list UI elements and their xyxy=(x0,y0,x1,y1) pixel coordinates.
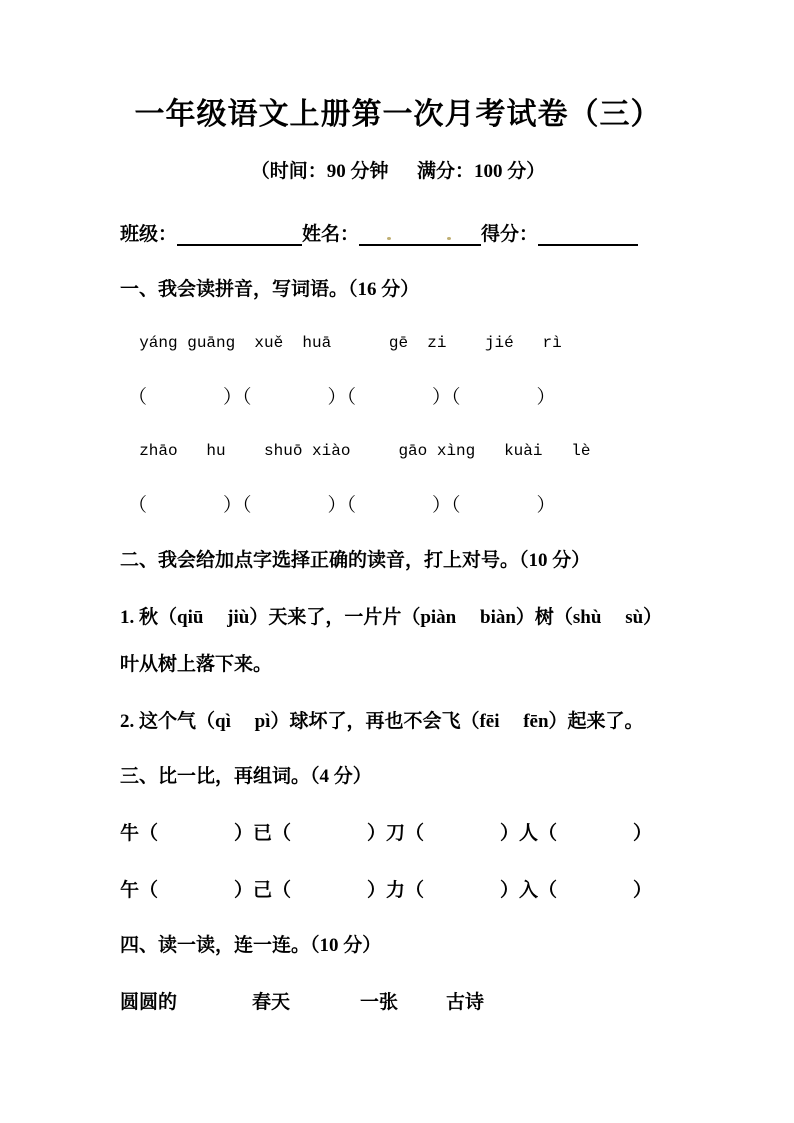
section-3 xyxy=(120,761,676,902)
section-2-heading: 二、我会给加点字选择正确的读音，打上对号。（10 分） xyxy=(120,550,591,571)
class-blank-line xyxy=(177,222,302,246)
section-3-heading: 三、比一比，再组词。（4 分） xyxy=(120,766,372,787)
question-1-line-1: 1. 秋（qiū jiù）天来了，一片片（piàn biàn）树（shù sù） xyxy=(120,607,663,628)
section-1 xyxy=(120,274,676,517)
class-label: 班级： xyxy=(120,224,178,245)
exam-time-score-subtitle: （时间：90 分钟 满分：100 分） xyxy=(250,161,546,182)
pinyin-row-1: yáng guāng xuě huā gē zi jié rì xyxy=(120,334,562,352)
score-label: 得分： xyxy=(481,224,539,245)
answer-blanks-row-2: （ ）（ ）（ ）（ ） xyxy=(128,495,556,516)
score-blank-line xyxy=(538,222,638,246)
section-1-heading: 一、我会读拼音，写词语。（16 分） xyxy=(120,279,420,300)
name-blank-line xyxy=(359,222,481,246)
ink-speck xyxy=(387,237,391,240)
match-word: 春天 xyxy=(252,992,291,1013)
question-2: 2. 这个气（qì pì）球坏了，再也不会飞（fēi fēn）起来了。 xyxy=(120,711,644,732)
compare-words-row-2: 午（ ）己（ ）力（ ）入（ ） xyxy=(120,880,653,901)
pinyin-row-2: zhāo hu shuō xiào gāo xìng kuài lè xyxy=(120,442,591,460)
section-4 xyxy=(120,930,676,1014)
match-word: 古诗 xyxy=(446,992,485,1013)
student-info-row xyxy=(120,219,676,246)
question-1-line-2: 叶从树上落下来。 xyxy=(120,654,273,675)
compare-words-row-1: 牛（ ）已（ ）刀（ ）人（ ） xyxy=(120,823,653,844)
match-word: 一张 xyxy=(360,992,399,1013)
match-word: 圆圆的 xyxy=(120,992,178,1013)
matching-words-row xyxy=(120,987,676,1014)
page-title: 一年级语文上册第一次月考试卷（三） xyxy=(134,98,662,131)
ink-speck xyxy=(447,237,451,240)
answer-blanks-row-1: （ ）（ ）（ ）（ ） xyxy=(128,387,556,408)
section-2 xyxy=(120,545,676,733)
name-label: 姓名： xyxy=(302,224,360,245)
section-4-heading: 四、读一读，连一连。（10 分） xyxy=(120,935,382,956)
